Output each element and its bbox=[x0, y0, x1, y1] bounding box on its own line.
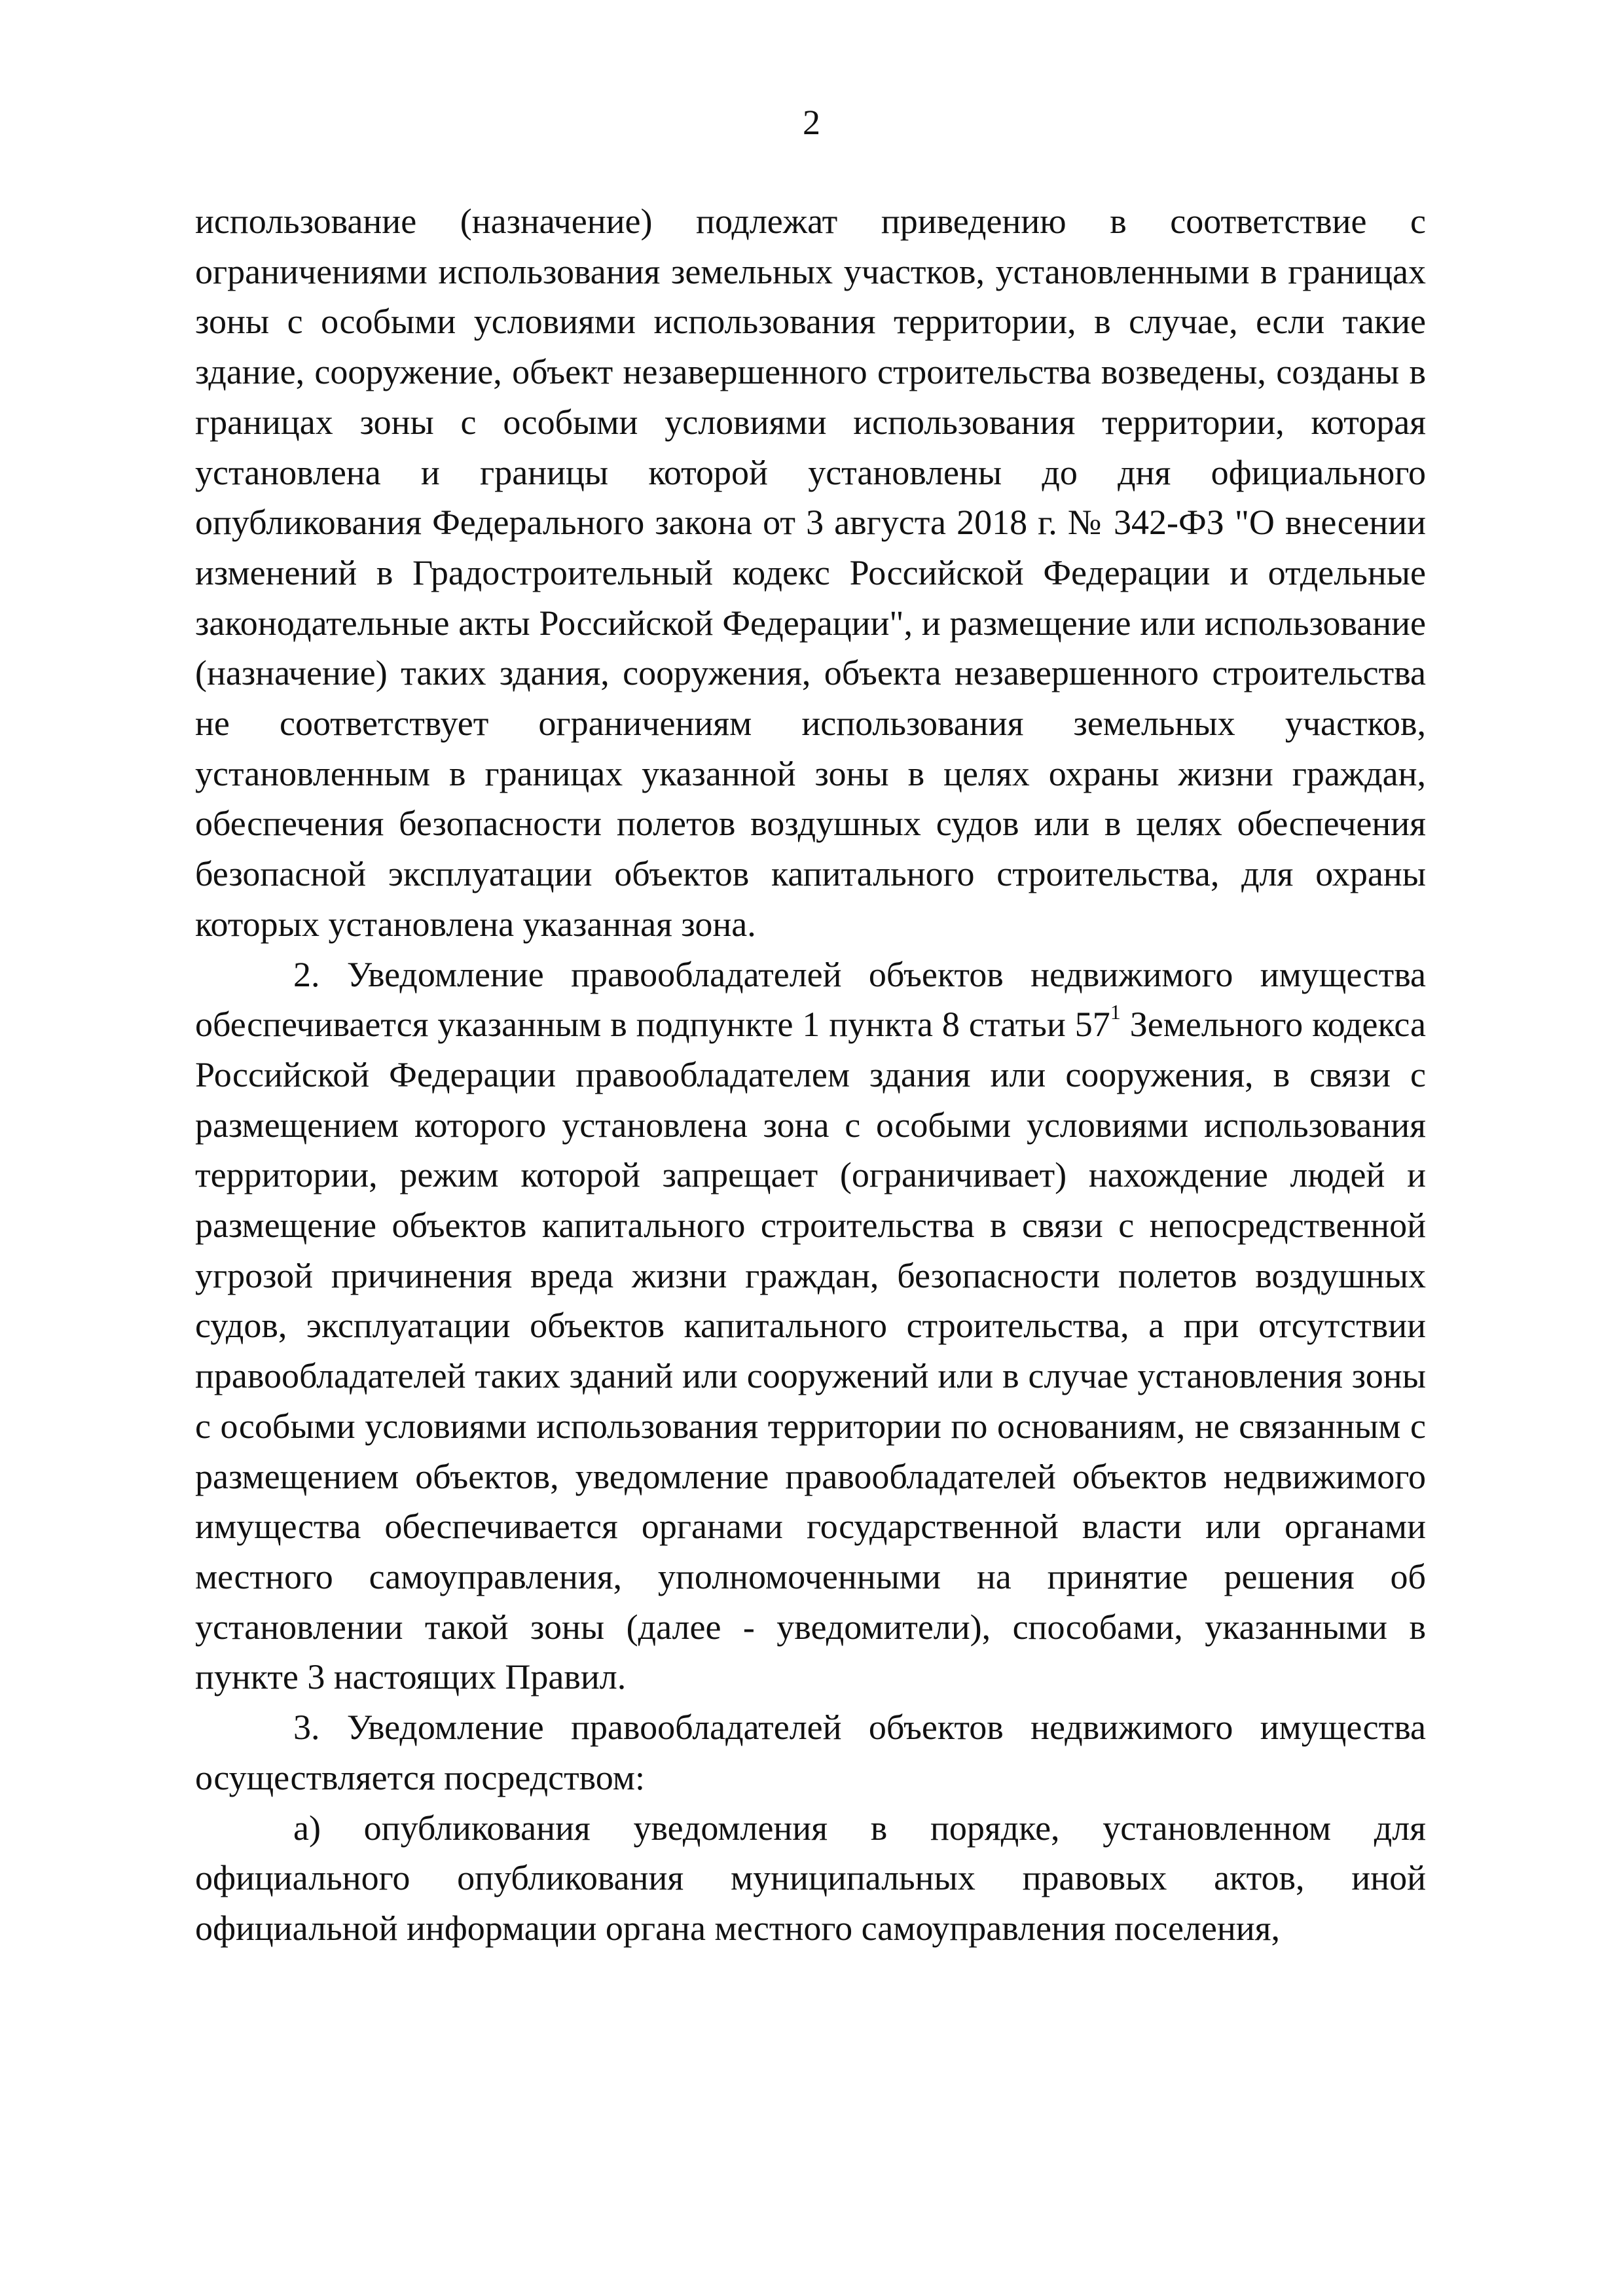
page-number: 2 bbox=[803, 103, 820, 142]
article-superscript: 1 bbox=[1110, 1000, 1121, 1024]
paragraph-continuation: использование (назначение) подлежат приведению в соответствие с ограничениями использования земельных участков, установленными в границах зоны с особыми условиями использования территории, в случае, если такие здание, сооружение, объект незавершенного строительства возведены, созданы в границах зоны с особыми условиями использования территории, которая установлена и границы которой установлены до дня официального опубликования Федерального закона от 3 августа 2018 г. № 342-ФЗ "О внесении изменений в Градостроительный кодекс Российской Федерации и отдельные законодательные акты Российской Федерации", и размещение или использование (назначение) таких здания, сооружения, объекта незавершенного строительства не соответствует ограничениям использования земельных участков, установленным в границах указанной зоны в целях охраны жизни граждан, обеспечения безопасности полетов воздушных судов или в целях обеспечения безопасной эксплуатации объектов капитального строительства, для охраны которых установлена указанная зона. bbox=[195, 202, 1426, 944]
paragraph-subitem-a: а) опубликования уведомления в порядке, установленном для официального опубликования муниципальных правовых актов, иной официальной информации органа местного самоуправления поселения, bbox=[195, 1808, 1426, 1948]
paragraph-item-2 bbox=[195, 950, 1426, 1703]
paragraph-item-3: 3. Уведомление правообладателей объектов недвижимого имущества осуществляется посредством: bbox=[195, 1708, 1426, 1797]
paragraph-item-2-text-end: Земельного кодекса Российской Федерации правообладателем здания или сооружения, в связи с размещением которого установлена зона с особыми условиями использования территории, режим которой запрещает (ограничивает) нахождение людей и размещение объектов капитального строительства в связи с непосредственной угрозой причинения вреда жизни граждан, безопасности полетов воздушных судов, эксплуатации объектов капитального строительства, а при отсутствии правообладателей таких зданий или сооружений или в случае установления зоны с особыми условиями использования территории по основаниям, не связанным с размещением объектов, уведомление правообладателей объектов недвижимого имущества обеспечивается органами государственной власти или органами местного самоуправления, уполномоченными на принятие решения об установлении такой зоны (далее - уведомители), способами, указанными в пункте 3 настоящих Правил. bbox=[195, 1005, 1426, 1697]
document-body bbox=[195, 196, 1426, 1954]
paragraph-item-2-text-start: 2. Уведомление правообладателей объектов недвижимого имущества обеспечивается указанным в подпункте 1 пункта 8 статьи 57 bbox=[195, 954, 1426, 1045]
